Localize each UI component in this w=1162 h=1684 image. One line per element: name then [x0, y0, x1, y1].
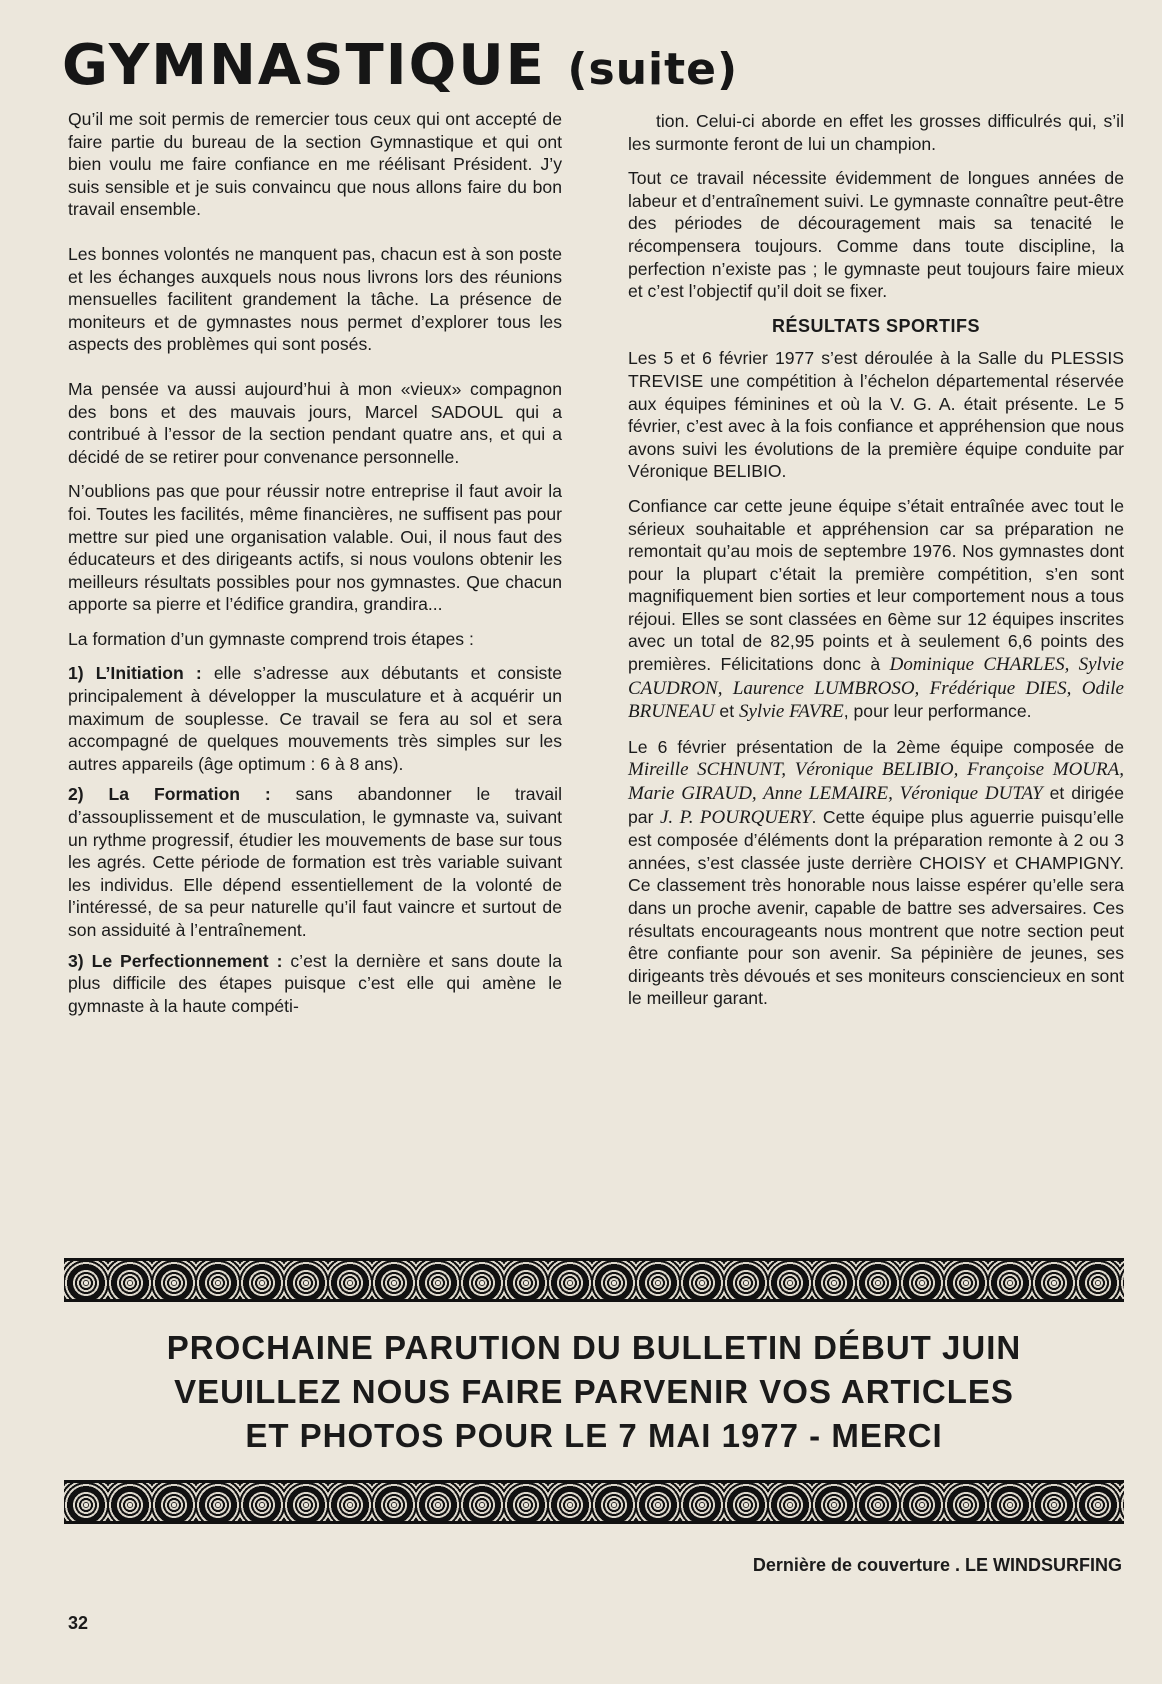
text: . Cette équipe plus aguerrie puisqu’elle est composée d’éléments dont la préparation remonte à 2 ou 3 années, s’est classée juste derrière CHOISY et CHAMPIGNY. Ce classement très honorable nous laisse espérer qu’elle sera dans un proche avenir, capable de battre ses adversaires. Ces résultats encourageants nous montrent que notre section peut être confiante pour son avenir. Sa pépinière de jeunes, ses dirigeants très dévoués et ses moniteurs consciencieux en sont le meilleur garant.	[628, 806, 1124, 1009]
left-column	[68, 108, 562, 1025]
paragraph: Tout ce travail nécessite évidemment de longues années de labeur et d’entraînement suivi. Le gymnaste connaître peut-être des périodes de découragement mais sa tenacité le récompensera toujours. Comme dans toute discipline, la perfection n’existe pas ; le gymnaste peut toujours faire mieux et c’est l’objectif qu’il doit se fixer.	[628, 168, 1124, 302]
notice-line: PROCHAINE PARUTION DU BULLETIN DÉBUT JUIN	[166, 1329, 1022, 1366]
text: Le 6 février présentation de la 2ème équipe composée de	[628, 736, 1124, 757]
paragraph: N’oublions pas que pour réussir notre entreprise il faut avoir la foi. Toutes les facilités, même financières, ne suffisent pas pour mettre sur pied une organisation valable. Oui, il nous faut des éducateurs et des dirigeants actifs, si nous voulons obtenir les meilleurs résultats possibles pour nos gymnastes. Que chacun apporte sa pierre et l’édifice grandira, grandira...	[68, 481, 562, 615]
wheel-ornament-border	[64, 1480, 1124, 1524]
wheel-ornament-border	[64, 1258, 1124, 1302]
results-heading: RÉSULTATS SPORTIFS	[771, 315, 980, 336]
paragraph: Les 5 et 6 février 1977 s’est déroulée à la Salle du PLESSIS TREVISE une compétition à l’échelon départemental réservée aux équipes féminines et où la V. G. A. était présente. Le 5 février, c’est avec à la fois confiance et appréhension que nous avons suivi les évolutions de la première équipe conduite par Véronique BELIBIO.	[628, 348, 1124, 482]
gymnast-names: Sylvie FAVRE	[739, 701, 844, 723]
coach-name: J. P. POURQUERY	[660, 806, 812, 828]
training-steps-list	[68, 662, 562, 1017]
paragraph	[628, 495, 1124, 724]
list-item	[68, 662, 562, 775]
text: et dirigée par	[628, 783, 1125, 827]
step-label: 1) L’Initiation :	[68, 663, 202, 684]
step-text: elle s’adresse aux débutants et consiste principalement à développer la musculature et à acquérir un maximum de souplesse. Ce travail se fera au sol et sera accompagné de quelques mouvements très simples sur les autres appareils (âge optimum : 6 à 8 ans).	[68, 663, 562, 774]
paragraph: Qu’il me soit permis de remercier tous ceux qui ont accepté de faire partie du bureau de la section Gymnastique et qui ont bien voulu me faire confiance en me réélisant Président. J’y suis sensible et je suis convaincu que nous allons faire du bon travail ensemble.	[68, 109, 562, 220]
notice-line: VEUILLEZ NOUS FAIRE PARVENIR VOS ARTICLES	[174, 1373, 1014, 1410]
page-title	[62, 33, 739, 98]
notice-line: ET PHOTOS POUR LE 7 MAI 1977 - MERCI	[245, 1417, 943, 1454]
bulletin-notice	[64, 1326, 1124, 1458]
title-main: GYMNASTIQUE	[62, 33, 546, 98]
paragraph	[628, 736, 1124, 1010]
list-item	[68, 950, 562, 1018]
page-number: 32	[68, 1613, 89, 1633]
step-label: 3) Le Perfectionnement :	[68, 950, 283, 971]
step-text: sans abandonner le travail d’assouplissement et de musculation, le gymnaste va, suivant un rythme progressif, étudier les mouvements de base sur tous les agrés. Cette période de formation est très variable suivant les individus. Elle dépend essentiellement de la volonté de l’intéressé, de sa peur naturelle qu’il faut vaincre et surtout de son assiduité à l’entraînement.	[68, 784, 562, 940]
gymnast-names: Mireille SCHNUNT, Véronique BELIBIO, Françoise MOURA, Marie GIRAUD, Anne LEMAIRE, Véronique DUTAY	[628, 759, 1124, 805]
step-label: 2) La Formation :	[68, 784, 271, 805]
text: et	[714, 701, 739, 722]
step-text: c’est la dernière et sans doute la plus difficile des étapes puisque c’est elle qui amène le gymnaste à la haute compéti-	[68, 950, 562, 1016]
text: , pour leur performance.	[843, 701, 1032, 722]
paragraph: tion. Celui-ci aborde en effet les grosses difficulrés qui, s’il les surmonte feront de lui un champion.	[628, 111, 1124, 154]
title-suffix: (suite)	[567, 44, 739, 95]
paragraph: La formation d’un gymnaste comprend trois étapes :	[68, 628, 474, 649]
next-page-note: Dernière de couverture . LE WINDSURFING	[752, 1555, 1122, 1575]
text: Confiance car cette jeune équipe s’était entraînée avec tout le sérieux souhaitable et appréhension car sa préparation ne remontait qu’au mois de septembre 1976. Nos gymnastes dont pour la plupart c’était la première compétition, s’en sont magnifiquement bien sorties et leur comportement nous a tous réjoui. Elles se sont classées en 6ème sur 12 équipes inscrites avec un total de 82,95 points et à seulement 6,6 points des premières. Félicitations donc à	[628, 495, 1124, 675]
gymnast-names: Dominique CHARLES, Sylvie CAUDRON, Laurence LUMBROSO, Frédérique DIES, Odile BRUNEAU	[628, 654, 1124, 723]
list-item	[68, 783, 562, 941]
paragraph: Les bonnes volontés ne manquent pas, chacun est à son poste et les échanges auxquels nous nous livrons lors des réunions mensuelles facilitent grandement la tâche. La présence de moniteurs et de gymnastes nous permet d’explorer tous les aspects des problèmes qui sont posés.	[68, 243, 562, 355]
paragraph: Ma pensée va aussi aujourd’hui à mon «vieux» compagnon des bons et des mauvais jours, Marcel SADOUL qui a contribué à l’essor de la section pendant quatre ans, et qui a décidé de se retirer pour convenance personnelle.	[68, 378, 562, 467]
right-column	[628, 110, 1124, 1022]
